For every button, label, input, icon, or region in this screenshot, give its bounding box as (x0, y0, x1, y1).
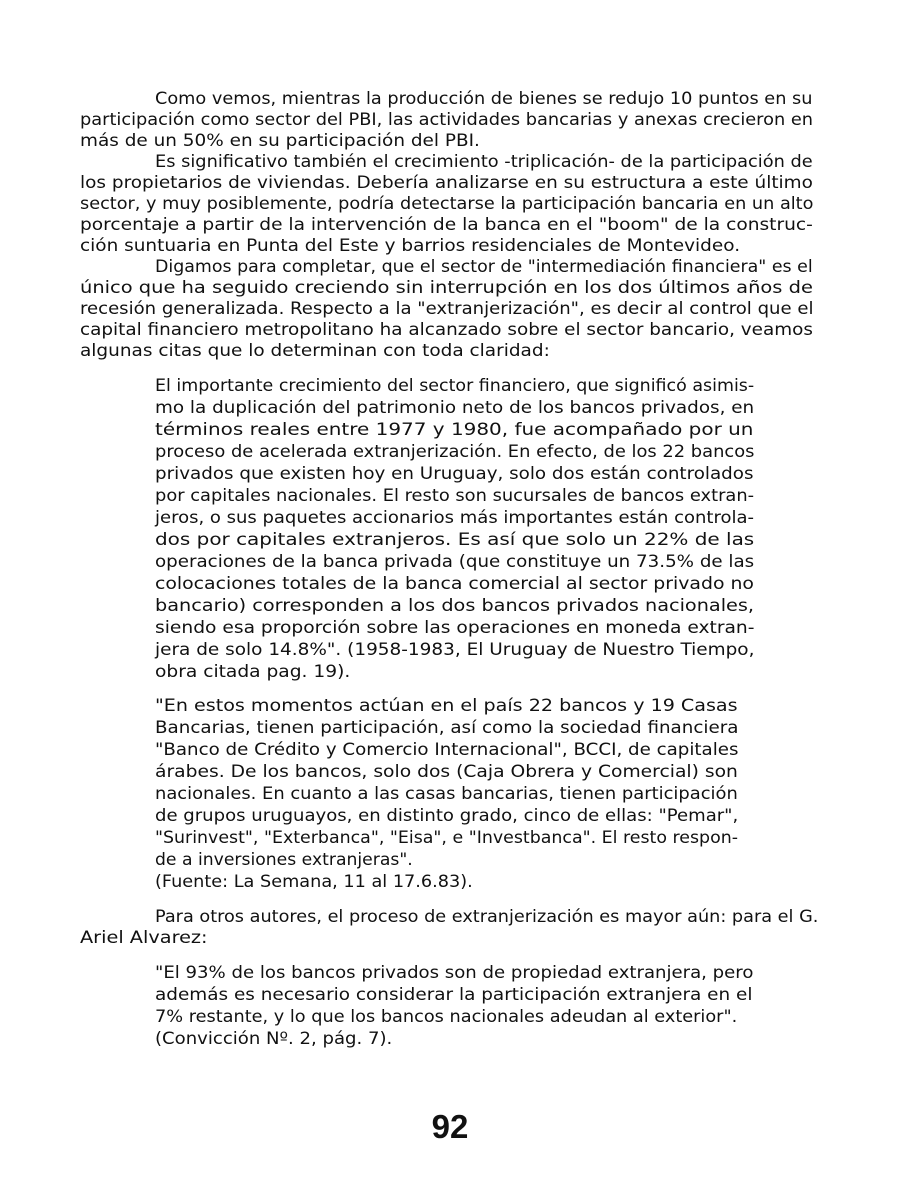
paragraph-3-line-1: Digamos para completar, que el sector de "intermediación financiera" es el (155, 257, 813, 277)
quote-1-line-10: colocaciones totales de la banca comercial al sector privado no (155, 574, 754, 594)
quote-2-line-2: Bancarias, tienen participación, así como la sociedad financiera (155, 718, 739, 738)
quote-1-line-3: términos reales entre 1977 y 1980, fue acompañado por un (155, 420, 754, 440)
quote-1-line-8: dos por capitales extranjeros. Es así que solo un 22% de las (155, 530, 755, 550)
paragraph-2-line-5: ción suntuaria en Punta del Este y barrios residenciales de Montevideo. (80, 236, 741, 256)
paragraph-2-line-3: sector, y muy posiblemente, podría detectarse la participación bancaria en un alto (80, 194, 814, 214)
paragraph-2-line-1: Es significativo también el crecimiento -triplicación- de la participación de (155, 152, 813, 172)
quote-2-line-4: árabes. De los bancos, solo dos (Caja Obrera y Comercial) son (155, 762, 738, 782)
quote-1-line-13: jera de solo 14.8%". (1958-1983, El Uruguay de Nuestro Tiempo, (155, 640, 755, 660)
quote-3-line-3: 7% restante, y lo que los bancos nacionales adeudan al exterior". (155, 1007, 738, 1027)
paragraph-3-line-2: único que ha seguido creciendo sin interrupción en los dos últimos años de (80, 278, 813, 298)
quote-2-line-7: "Surinvest", "Exterbanca", "Eisa", e "Investbanca". El resto respon- (155, 828, 739, 848)
quote-2-line-9: (Fuente: La Semana, 11 al 17.6.83). (155, 872, 473, 892)
quote-2-line-1: "En estos momentos actúan en el país 22 bancos y 19 Casas (155, 696, 738, 716)
quote-2-line-3: "Banco de Crédito y Comercio Internacional", BCCI, de capitales (155, 740, 739, 760)
paragraph-1-line-3: más de un 50% en su participación del PBI. (80, 131, 480, 151)
paragraph-3-line-3: recesión generalizada. Respecto a la "extranjerización", es decir al control que el (80, 299, 814, 319)
quote-2-line-8: de a inversiones extranjeras". (155, 850, 413, 870)
quote-3-line-1: "El 93% de los bancos privados son de propiedad extranjera, pero (155, 963, 754, 983)
quote-2-line-6: de grupos uruguayos, en distinto grado, cinco de ellas: "Pemar", (155, 806, 739, 826)
quote-1-line-7: jeros, o sus paquetes accionarios más importantes están controla- (155, 508, 754, 528)
quote-1-line-2: mo la duplicación del patrimonio neto de los bancos privados, en (155, 398, 755, 418)
quote-1-line-12: siendo esa proporción sobre las operaciones en moneda extran- (155, 618, 755, 638)
paragraph-2-line-2: los propietarios de viviendas. Debería analizarse en su estructura a este último (80, 173, 813, 193)
transition-line-2: Ariel Alvarez: (80, 928, 208, 948)
paragraph-2-line-4: porcentaje a partir de la intervención de la banca en el "boom" de la construc- (80, 215, 813, 235)
quote-1-line-1: El importante crecimiento del sector financiero, que significó asimis- (155, 376, 755, 396)
quote-1-line-14: obra citada pag. 19). (155, 662, 351, 682)
paragraph-3-line-5: algunas citas que lo determinan con toda claridad: (80, 341, 550, 361)
quote-3-line-2: además es necesario considerar la participación extranjera en el (155, 985, 753, 1005)
quote-1-line-9: operaciones de la banca privada (que constituye un 73.5% de las (155, 552, 755, 572)
quote-1-line-4: proceso de acelerada extranjerización. En efecto, de los 22 bancos (155, 442, 755, 462)
transition-line-1: Para otros autores, el proceso de extranjerización es mayor aún: para el G. (155, 907, 819, 927)
page-number: 92 (431, 1108, 469, 1145)
paragraph-1-line-1: Como vemos, mientras la producción de bienes se redujo 10 puntos en su (155, 89, 813, 109)
paragraph-3-line-4: capital financiero metropolitano ha alcanzado sobre el sector bancario, veamos (80, 320, 813, 340)
quote-2-line-5: nacionales. En cuanto a las casas bancarias, tienen participación (155, 784, 738, 804)
quote-1-line-6: por capitales nacionales. El resto son sucursales de bancos extran- (155, 486, 755, 506)
paragraph-1-line-2: participación como sector del PBI, las actividades bancarias y anexas crecieron en (80, 110, 814, 130)
quote-3-line-4: (Convicción Nº. 2, pág. 7). (155, 1029, 393, 1049)
quote-1-line-11: bancario) corresponden a los dos bancos privados nacionales, (155, 596, 755, 616)
quote-1-line-5: privados que existen hoy en Uruguay, solo dos están controlados (155, 464, 754, 484)
